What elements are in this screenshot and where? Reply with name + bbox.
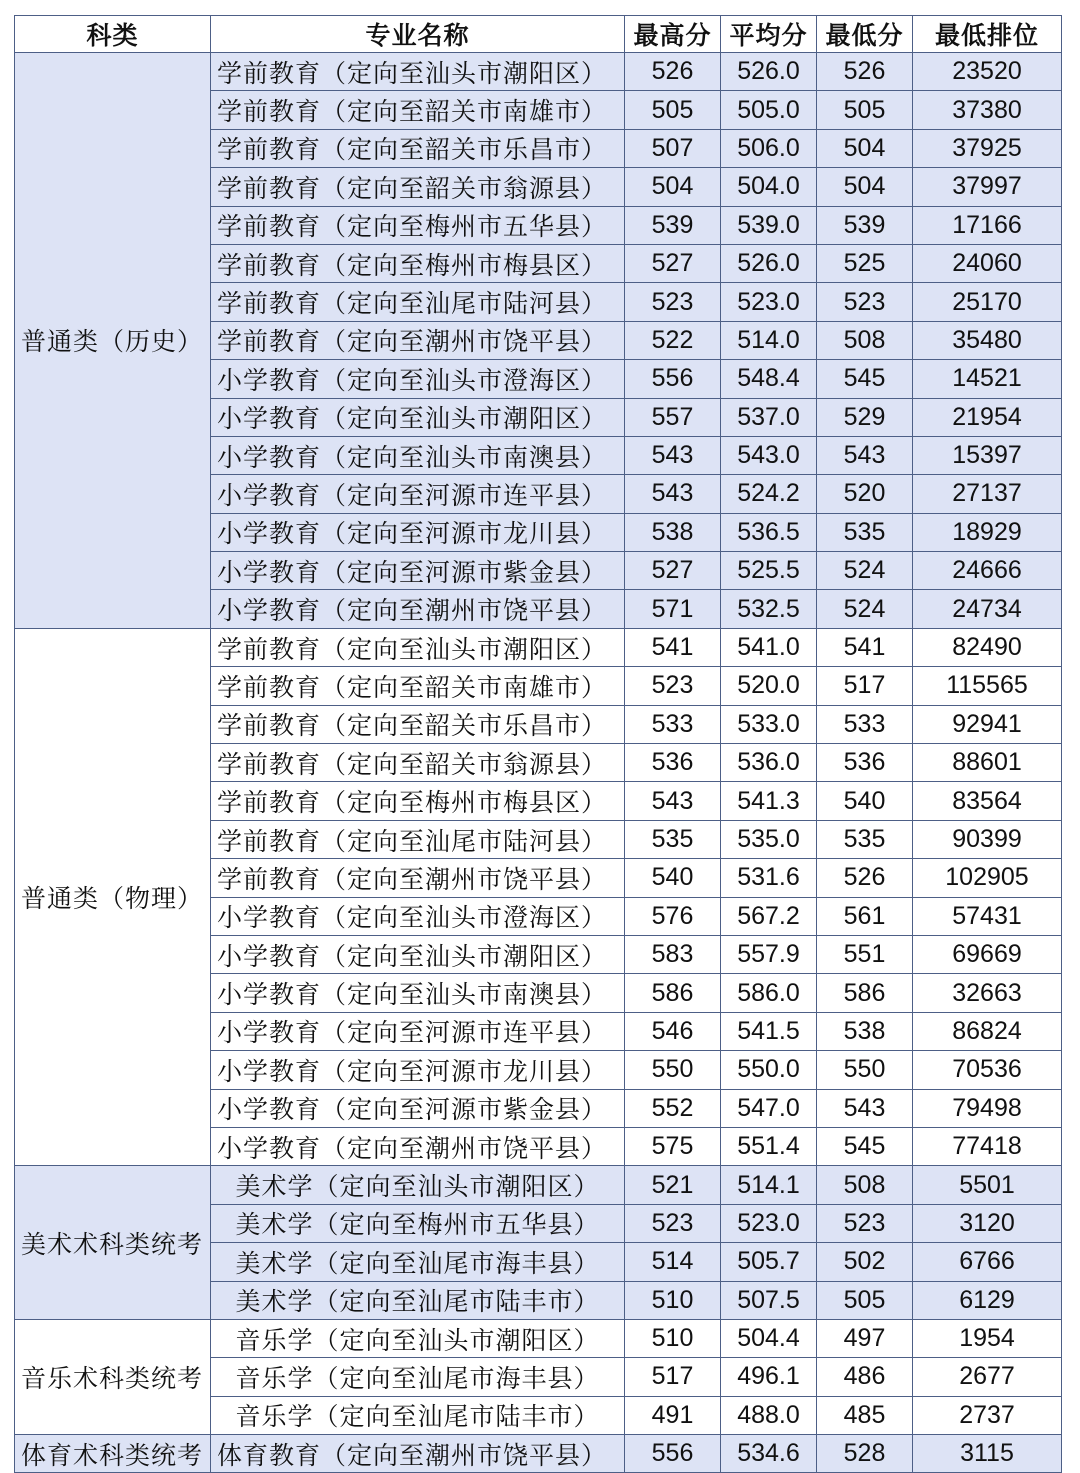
min-score-cell: 504 bbox=[817, 168, 913, 206]
table-row bbox=[15, 1166, 1062, 1204]
avg-score-cell: 537.0 bbox=[721, 398, 817, 436]
min-rank-cell: 2737 bbox=[913, 1396, 1062, 1434]
major-name-cell: 小学教育（定向至河源市连平县） bbox=[211, 1012, 625, 1050]
min-score-cell: 545 bbox=[817, 360, 913, 398]
avg-score-cell: 536.5 bbox=[721, 513, 817, 551]
min-score-cell: 586 bbox=[817, 974, 913, 1012]
major-name-cell: 学前教育（定向至梅州市五华县） bbox=[211, 206, 625, 244]
min-rank-cell: 70536 bbox=[913, 1051, 1062, 1089]
max-score-cell: 523 bbox=[625, 1204, 721, 1242]
min-score-cell: 535 bbox=[817, 513, 913, 551]
avg-score-cell: 536.0 bbox=[721, 744, 817, 782]
max-score-cell: 517 bbox=[625, 1358, 721, 1396]
major-name-cell: 小学教育（定向至河源市龙川县） bbox=[211, 513, 625, 551]
max-score-cell: 522 bbox=[625, 321, 721, 359]
major-name-cell: 小学教育（定向至河源市紫金县） bbox=[211, 1089, 625, 1127]
min-score-cell: 502 bbox=[817, 1243, 913, 1281]
min-score-cell: 535 bbox=[817, 820, 913, 858]
avg-score-cell: 488.0 bbox=[721, 1396, 817, 1434]
min-score-cell: 524 bbox=[817, 590, 913, 628]
major-name-cell: 音乐学（定向至汕尾市陆丰市） bbox=[211, 1396, 625, 1434]
avg-score-cell: 504.0 bbox=[721, 168, 817, 206]
min-score-cell: 508 bbox=[817, 1166, 913, 1204]
min-rank-cell: 86824 bbox=[913, 1012, 1062, 1050]
table-row bbox=[15, 1319, 1062, 1357]
major-name-cell: 学前教育（定向至潮州市饶平县） bbox=[211, 321, 625, 359]
min-score-cell: 538 bbox=[817, 1012, 913, 1050]
min-rank-cell: 69669 bbox=[913, 935, 1062, 973]
major-name-cell: 学前教育（定向至韶关市南雄市） bbox=[211, 91, 625, 129]
major-name-cell: 学前教育（定向至韶关市乐昌市） bbox=[211, 705, 625, 743]
min-rank-cell: 92941 bbox=[913, 705, 1062, 743]
min-score-cell: 523 bbox=[817, 283, 913, 321]
avg-score-cell: 541.3 bbox=[721, 782, 817, 820]
min-rank-cell: 37997 bbox=[913, 168, 1062, 206]
major-name-cell: 小学教育（定向至汕头市潮阳区） bbox=[211, 398, 625, 436]
max-score-cell: 543 bbox=[625, 436, 721, 474]
major-name-cell: 学前教育（定向至梅州市梅县区） bbox=[211, 244, 625, 282]
avg-score-cell: 520.0 bbox=[721, 667, 817, 705]
min-score-cell: 540 bbox=[817, 782, 913, 820]
min-rank-cell: 37925 bbox=[913, 129, 1062, 167]
major-name-cell: 学前教育（定向至汕头市潮阳区） bbox=[211, 53, 625, 91]
avg-score-cell: 504.4 bbox=[721, 1319, 817, 1357]
major-name-cell: 小学教育（定向至汕头市澄海区） bbox=[211, 897, 625, 935]
min-rank-cell: 102905 bbox=[913, 859, 1062, 897]
major-name-cell: 小学教育（定向至汕头市澄海区） bbox=[211, 360, 625, 398]
min-rank-cell: 17166 bbox=[913, 206, 1062, 244]
max-score-cell: 510 bbox=[625, 1281, 721, 1319]
avg-score-cell: 506.0 bbox=[721, 129, 817, 167]
major-name-cell: 美术学（定向至梅州市五华县） bbox=[211, 1204, 625, 1242]
avg-score-cell: 531.6 bbox=[721, 859, 817, 897]
min-score-cell: 536 bbox=[817, 744, 913, 782]
min-score-cell: 517 bbox=[817, 667, 913, 705]
avg-score-cell: 586.0 bbox=[721, 974, 817, 1012]
header-row bbox=[15, 16, 1062, 53]
min-rank-cell: 88601 bbox=[913, 744, 1062, 782]
min-rank-cell: 37380 bbox=[913, 91, 1062, 129]
avg-score-cell: 548.4 bbox=[721, 360, 817, 398]
max-score-cell: 576 bbox=[625, 897, 721, 935]
max-score-cell: 527 bbox=[625, 552, 721, 590]
major-name-cell: 体育教育（定向至潮州市饶平县） bbox=[211, 1435, 625, 1473]
min-score-cell: 551 bbox=[817, 935, 913, 973]
min-rank-cell: 57431 bbox=[913, 897, 1062, 935]
avg-score-cell: 551.4 bbox=[721, 1127, 817, 1165]
major-name-cell: 小学教育（定向至汕头市潮阳区） bbox=[211, 935, 625, 973]
max-score-cell: 583 bbox=[625, 935, 721, 973]
max-score-cell: 538 bbox=[625, 513, 721, 551]
max-score-cell: 505 bbox=[625, 91, 721, 129]
min-score-cell: 508 bbox=[817, 321, 913, 359]
max-score-cell: 557 bbox=[625, 398, 721, 436]
min-rank-cell: 21954 bbox=[913, 398, 1062, 436]
min-rank-cell: 24734 bbox=[913, 590, 1062, 628]
major-name-cell: 小学教育（定向至河源市紫金县） bbox=[211, 552, 625, 590]
major-name-cell: 学前教育（定向至汕尾市陆河县） bbox=[211, 283, 625, 321]
max-score-cell: 533 bbox=[625, 705, 721, 743]
min-score-cell: 485 bbox=[817, 1396, 913, 1434]
max-score-cell: 535 bbox=[625, 820, 721, 858]
min-score-cell: 524 bbox=[817, 552, 913, 590]
min-rank-cell: 90399 bbox=[913, 820, 1062, 858]
min-rank-cell: 24666 bbox=[913, 552, 1062, 590]
max-score-cell: 541 bbox=[625, 628, 721, 666]
avg-score-cell: 505.7 bbox=[721, 1243, 817, 1281]
table-row bbox=[15, 1435, 1062, 1473]
avg-score-cell: 514.1 bbox=[721, 1166, 817, 1204]
min-rank-cell: 6766 bbox=[913, 1243, 1062, 1281]
category-cell: 体育术科类统考 bbox=[15, 1435, 211, 1473]
category-cell: 普通类（历史） bbox=[15, 53, 211, 629]
avg-score-cell: 541.5 bbox=[721, 1012, 817, 1050]
min-rank-cell: 115565 bbox=[913, 667, 1062, 705]
min-rank-cell: 82490 bbox=[913, 628, 1062, 666]
min-score-cell: 561 bbox=[817, 897, 913, 935]
min-score-cell: 486 bbox=[817, 1358, 913, 1396]
avg-score-cell: 550.0 bbox=[721, 1051, 817, 1089]
min-rank-cell: 15397 bbox=[913, 436, 1062, 474]
min-score-cell: 545 bbox=[817, 1127, 913, 1165]
max-score-cell: 550 bbox=[625, 1051, 721, 1089]
avg-score-cell: 539.0 bbox=[721, 206, 817, 244]
min-score-cell: 505 bbox=[817, 91, 913, 129]
min-rank-cell: 1954 bbox=[913, 1319, 1062, 1357]
table-row bbox=[15, 628, 1062, 666]
max-score-cell: 552 bbox=[625, 1089, 721, 1127]
table-body bbox=[15, 53, 1062, 1473]
min-score-cell: 504 bbox=[817, 129, 913, 167]
major-name-cell: 美术学（定向至汕头市潮阳区） bbox=[211, 1166, 625, 1204]
max-score-cell: 571 bbox=[625, 590, 721, 628]
major-name-cell: 学前教育（定向至韶关市乐昌市） bbox=[211, 129, 625, 167]
min-score-cell: 539 bbox=[817, 206, 913, 244]
major-name-cell: 小学教育（定向至汕头市南澳县） bbox=[211, 436, 625, 474]
max-score-cell: 543 bbox=[625, 475, 721, 513]
major-name-cell: 学前教育（定向至汕头市潮阳区） bbox=[211, 628, 625, 666]
avg-score-cell: 526.0 bbox=[721, 244, 817, 282]
min-score-cell: 497 bbox=[817, 1319, 913, 1357]
major-name-cell: 音乐学（定向至汕尾市海丰县） bbox=[211, 1358, 625, 1396]
major-name-cell: 学前教育（定向至潮州市饶平县） bbox=[211, 859, 625, 897]
max-score-cell: 504 bbox=[625, 168, 721, 206]
min-rank-cell: 3120 bbox=[913, 1204, 1062, 1242]
min-score-cell: 505 bbox=[817, 1281, 913, 1319]
major-name-cell: 音乐学（定向至汕头市潮阳区） bbox=[211, 1319, 625, 1357]
major-name-cell: 小学教育（定向至潮州市饶平县） bbox=[211, 1127, 625, 1165]
min-rank-cell: 14521 bbox=[913, 360, 1062, 398]
category-cell: 美术术科类统考 bbox=[15, 1166, 211, 1320]
max-score-cell: 521 bbox=[625, 1166, 721, 1204]
avg-score-cell: 533.0 bbox=[721, 705, 817, 743]
major-name-cell: 美术学（定向至汕尾市海丰县） bbox=[211, 1243, 625, 1281]
major-name-cell: 学前教育（定向至梅州市梅县区） bbox=[211, 782, 625, 820]
max-score-cell: 556 bbox=[625, 360, 721, 398]
min-rank-cell: 83564 bbox=[913, 782, 1062, 820]
max-score-cell: 514 bbox=[625, 1243, 721, 1281]
max-score-cell: 523 bbox=[625, 667, 721, 705]
min-score-cell: 525 bbox=[817, 244, 913, 282]
major-name-cell: 小学教育（定向至河源市龙川县） bbox=[211, 1051, 625, 1089]
avg-score-cell: 524.2 bbox=[721, 475, 817, 513]
max-score-cell: 546 bbox=[625, 1012, 721, 1050]
max-score-cell: 526 bbox=[625, 53, 721, 91]
min-rank-cell: 79498 bbox=[913, 1089, 1062, 1127]
avg-score-cell: 525.5 bbox=[721, 552, 817, 590]
avg-score-cell: 567.2 bbox=[721, 897, 817, 935]
header-min-rank: 最低排位 bbox=[913, 16, 1062, 53]
major-name-cell: 学前教育（定向至韶关市翁源县） bbox=[211, 168, 625, 206]
avg-score-cell: 534.6 bbox=[721, 1435, 817, 1473]
max-score-cell: 543 bbox=[625, 782, 721, 820]
min-rank-cell: 23520 bbox=[913, 53, 1062, 91]
min-rank-cell: 5501 bbox=[913, 1166, 1062, 1204]
avg-score-cell: 535.0 bbox=[721, 820, 817, 858]
max-score-cell: 556 bbox=[625, 1435, 721, 1473]
min-score-cell: 550 bbox=[817, 1051, 913, 1089]
category-cell: 音乐术科类统考 bbox=[15, 1319, 211, 1434]
avg-score-cell: 541.0 bbox=[721, 628, 817, 666]
header-avg-score: 平均分 bbox=[721, 16, 817, 53]
avg-score-cell: 507.5 bbox=[721, 1281, 817, 1319]
major-name-cell: 美术学（定向至汕尾市陆丰市） bbox=[211, 1281, 625, 1319]
min-score-cell: 543 bbox=[817, 436, 913, 474]
min-rank-cell: 35480 bbox=[913, 321, 1062, 359]
max-score-cell: 527 bbox=[625, 244, 721, 282]
min-rank-cell: 6129 bbox=[913, 1281, 1062, 1319]
header-major: 专业名称 bbox=[211, 16, 625, 53]
min-score-cell: 528 bbox=[817, 1435, 913, 1473]
min-score-cell: 523 bbox=[817, 1204, 913, 1242]
max-score-cell: 507 bbox=[625, 129, 721, 167]
major-name-cell: 学前教育（定向至韶关市翁源县） bbox=[211, 744, 625, 782]
min-rank-cell: 3115 bbox=[913, 1435, 1062, 1473]
major-name-cell: 小学教育（定向至潮州市饶平县） bbox=[211, 590, 625, 628]
avg-score-cell: 543.0 bbox=[721, 436, 817, 474]
min-rank-cell: 25170 bbox=[913, 283, 1062, 321]
min-score-cell: 529 bbox=[817, 398, 913, 436]
avg-score-cell: 526.0 bbox=[721, 53, 817, 91]
min-rank-cell: 24060 bbox=[913, 244, 1062, 282]
min-rank-cell: 27137 bbox=[913, 475, 1062, 513]
major-name-cell: 小学教育（定向至河源市连平县） bbox=[211, 475, 625, 513]
min-score-cell: 533 bbox=[817, 705, 913, 743]
table-row bbox=[15, 53, 1062, 91]
max-score-cell: 575 bbox=[625, 1127, 721, 1165]
major-name-cell: 小学教育（定向至汕头市南澳县） bbox=[211, 974, 625, 1012]
avg-score-cell: 514.0 bbox=[721, 321, 817, 359]
header-max-score: 最高分 bbox=[625, 16, 721, 53]
max-score-cell: 523 bbox=[625, 283, 721, 321]
max-score-cell: 539 bbox=[625, 206, 721, 244]
min-score-cell: 543 bbox=[817, 1089, 913, 1127]
min-score-cell: 520 bbox=[817, 475, 913, 513]
avg-score-cell: 523.0 bbox=[721, 283, 817, 321]
max-score-cell: 586 bbox=[625, 974, 721, 1012]
min-rank-cell: 2677 bbox=[913, 1358, 1062, 1396]
score-table bbox=[14, 15, 1062, 1473]
header-min-score: 最低分 bbox=[817, 16, 913, 53]
avg-score-cell: 557.9 bbox=[721, 935, 817, 973]
major-name-cell: 学前教育（定向至韶关市南雄市） bbox=[211, 667, 625, 705]
max-score-cell: 510 bbox=[625, 1319, 721, 1357]
major-name-cell: 学前教育（定向至汕尾市陆河县） bbox=[211, 820, 625, 858]
min-score-cell: 526 bbox=[817, 859, 913, 897]
avg-score-cell: 547.0 bbox=[721, 1089, 817, 1127]
avg-score-cell: 532.5 bbox=[721, 590, 817, 628]
avg-score-cell: 505.0 bbox=[721, 91, 817, 129]
avg-score-cell: 523.0 bbox=[721, 1204, 817, 1242]
min-score-cell: 526 bbox=[817, 53, 913, 91]
min-rank-cell: 32663 bbox=[913, 974, 1062, 1012]
header-category: 科类 bbox=[15, 16, 211, 53]
min-rank-cell: 18929 bbox=[913, 513, 1062, 551]
avg-score-cell: 496.1 bbox=[721, 1358, 817, 1396]
max-score-cell: 540 bbox=[625, 859, 721, 897]
min-rank-cell: 77418 bbox=[913, 1127, 1062, 1165]
max-score-cell: 491 bbox=[625, 1396, 721, 1434]
max-score-cell: 536 bbox=[625, 744, 721, 782]
category-cell: 普通类（物理） bbox=[15, 628, 211, 1165]
min-score-cell: 541 bbox=[817, 628, 913, 666]
